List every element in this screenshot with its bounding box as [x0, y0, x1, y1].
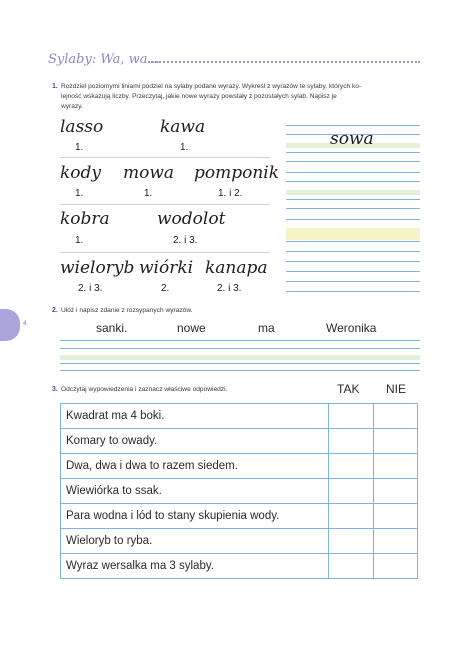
table-row [61, 429, 418, 454]
section-title: Sylaby: Wa, wa... [48, 52, 160, 67]
task2-number: 2. [52, 307, 58, 314]
row-divider [60, 157, 270, 158]
table-row [61, 529, 418, 554]
writing-line [286, 251, 420, 252]
answer-no-cell[interactable] [373, 454, 417, 479]
word-kawa: kawa [160, 117, 206, 137]
writing-line [60, 348, 420, 349]
word-kody: kody [60, 163, 102, 183]
writing-band [286, 228, 420, 240]
num-kanapa: 2. i 3. [217, 283, 242, 294]
writing-line [286, 241, 420, 242]
task2-instruction: Ułóż i napisz zdanie z rozsypanych wyrazów. [61, 307, 193, 314]
table-row [61, 404, 418, 429]
statement: Wiewiórka to ssak. [61, 479, 329, 504]
table-row [61, 504, 418, 529]
row-divider [60, 204, 270, 205]
answer-yes-cell[interactable] [329, 454, 373, 479]
word-wodolot: wodolot [157, 209, 226, 229]
scrambled-word: sanki. [96, 321, 128, 335]
task1-instruction [61, 82, 421, 112]
scrambled-word: Weronika [326, 321, 377, 335]
word-pomponik: pomponik [194, 163, 280, 183]
table-row [61, 479, 418, 504]
writing-line [286, 172, 420, 173]
writing-line [286, 219, 420, 220]
answer-no-cell[interactable] [373, 404, 417, 429]
num-pomponik: 1. i 2. [218, 188, 243, 199]
word-wieloryb: wieloryb [60, 258, 135, 278]
task3-instruction: Odczytaj wypowiedzenia i zaznacz właściwe odpowiedzi. [61, 386, 228, 393]
answer-yes-cell[interactable] [329, 504, 373, 529]
task1-instruction-line1: Rozdziel poziomymi liniami podziel na sylaby podane wyrazy. Wykreśl z wyrazów te sylaby, których ko- [61, 83, 362, 90]
scrambled-word: ma [258, 321, 275, 335]
writing-line [286, 152, 420, 153]
statement: Wieloryb to ryba. [61, 529, 329, 554]
table-row [61, 554, 418, 579]
answer-yes-cell[interactable] [329, 479, 373, 504]
writing-band [60, 355, 420, 360]
num-wieloryb: 2. i 3. [78, 283, 103, 294]
writing-line [286, 208, 420, 209]
statement: Wyraz wersalka ma 3 sylaby. [61, 554, 329, 579]
answer-no-cell[interactable] [373, 429, 417, 454]
num-kobra: 1. [75, 235, 84, 246]
table-row [61, 454, 418, 479]
word-wiorki: wiórki [139, 258, 194, 278]
word-kobra: kobra [60, 209, 110, 229]
answer-no-cell[interactable] [373, 529, 417, 554]
example-answer: sowa [330, 129, 374, 149]
num-mowa: 1. [144, 188, 153, 199]
writing-line [286, 161, 420, 162]
task1-instruction-line3: wyrazy. [61, 103, 83, 110]
answer-yes-cell[interactable] [329, 404, 373, 429]
row-divider [60, 252, 270, 253]
page-side-tab [0, 309, 20, 341]
true-false-table [60, 403, 418, 579]
writing-line [286, 181, 420, 182]
writing-line [286, 199, 420, 200]
num-wiorki: 2. [161, 283, 170, 294]
num-kawa: 1. [180, 142, 189, 153]
statement: Dwa, dwa i dwa to razem siedem. [61, 454, 329, 479]
column-no: NIE [386, 382, 407, 396]
num-wodolot: 2. i 3. [173, 235, 198, 246]
answer-no-cell[interactable] [373, 479, 417, 504]
num-lasso: 1. [75, 142, 84, 153]
writing-line [286, 271, 420, 272]
writing-band [286, 190, 420, 195]
writing-line [286, 261, 420, 262]
writing-line [60, 363, 420, 364]
page-marker: 4 [23, 321, 27, 327]
scrambled-word: nowe [177, 321, 206, 335]
statement: Kwadrat ma 4 boki. [61, 404, 329, 429]
answer-yes-cell[interactable] [329, 529, 373, 554]
answer-yes-cell[interactable] [329, 429, 373, 454]
writing-line [286, 281, 420, 282]
word-lasso: lasso [60, 117, 104, 137]
statement: Para wodna i lód to stany skupienia wody. [61, 504, 329, 529]
column-yes: TAK [337, 382, 360, 396]
writing-line [60, 370, 420, 371]
task3-number: 3. [52, 386, 58, 393]
writing-line [286, 291, 420, 292]
num-kody: 1. [75, 188, 84, 199]
word-mowa: mowa [123, 163, 175, 183]
writing-line [286, 125, 420, 126]
answer-no-cell[interactable] [373, 554, 417, 579]
header-dotted-line [148, 61, 420, 66]
statement: Komary to owady. [61, 429, 329, 454]
answer-no-cell[interactable] [373, 504, 417, 529]
task1-instruction-line2: lejność wskazują liczby. Przeczytaj, jakie nowe wyrazy powstały z pozostałych sylab. Napisz je [61, 93, 337, 100]
writing-line [60, 340, 420, 341]
task2-writing-area[interactable] [60, 338, 420, 373]
word-kanapa: kanapa [205, 258, 268, 278]
answer-yes-cell[interactable] [329, 554, 373, 579]
task1-number: 1. [52, 83, 58, 90]
